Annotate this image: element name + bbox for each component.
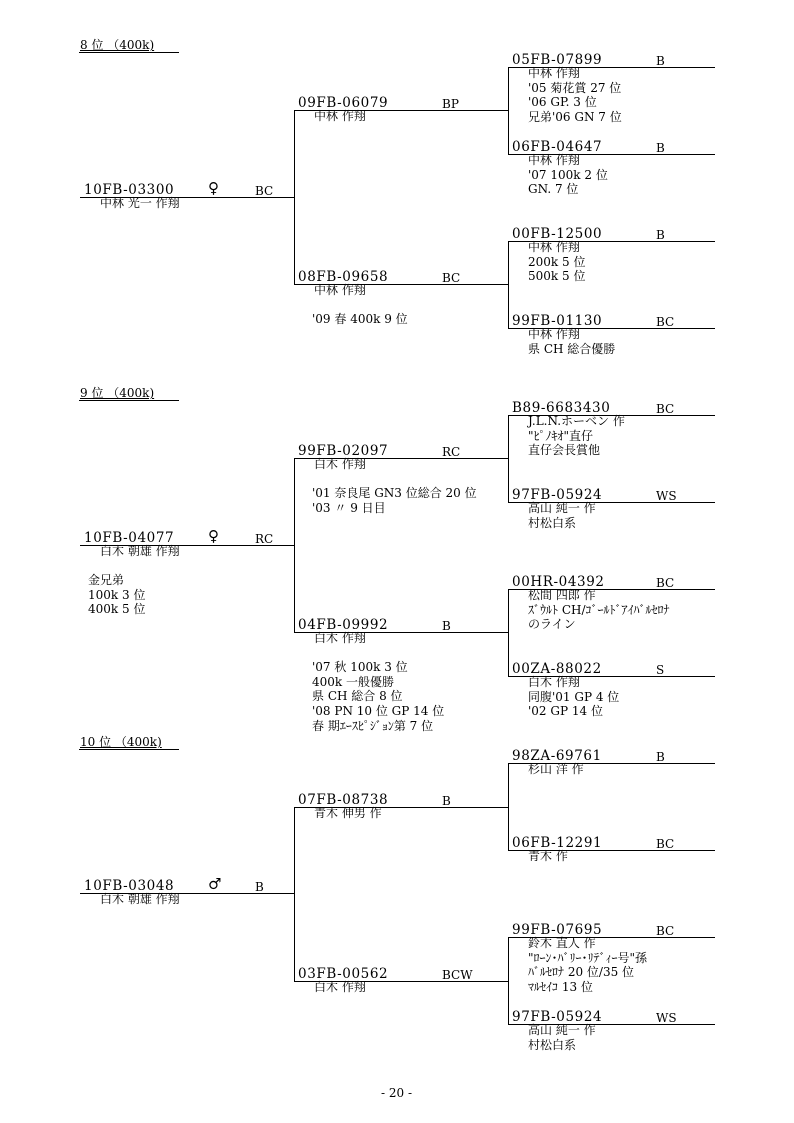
grandparent-bird-color-code: B (656, 54, 665, 68)
grandparent-bird-note-line: 中林 作翔 (528, 327, 580, 341)
grandparent-bird-color-code: BC (656, 402, 675, 416)
parent-bird-id: 09FB-06079 (298, 95, 389, 111)
section-rank-header: 9 位 （400k) (80, 386, 155, 400)
root-bird-note-line: 白木 朝雄 作翔 (100, 544, 180, 558)
section-rank-header: 8 位 （400k) (80, 38, 155, 52)
grandparent-bird-note-line: GN. 7 位 (528, 182, 579, 197)
parent-bird-note-line: 白木 作翔 (314, 457, 366, 471)
grandparent-bird-note-line: "ﾋﾟﾉｷｵ"直仔 (528, 428, 594, 443)
parent-bird-note-line: '07 秋 100k 3 位 (312, 660, 408, 675)
grandparent-bird-color-code: BC (656, 315, 675, 329)
parent-bird-note-line: 中林 作翔 (314, 109, 366, 123)
grandparent-bird-note-line: ﾊﾞﾙｾﾛﾅ 20 位/35 位 (528, 965, 635, 980)
root-bird-sex-symbol: ♀ (208, 179, 219, 197)
grandparent-bird-note-line: J.L.N.ホーベン 作 (528, 414, 625, 428)
grandparent-bird-note-line: 杉山 洋 作 (528, 762, 584, 776)
grandparent-bird-color-code: WS (656, 489, 677, 503)
root-branch-vertical (294, 807, 295, 982)
parent-bird-note-line: '03 〃 9 日目 (312, 500, 386, 515)
grandparent-bird-note-line: 200k 5 位 (528, 254, 586, 269)
grandparent-bird-id: B89-6683430 (512, 400, 611, 416)
grandparent-bird-id: 99FB-07695 (512, 922, 603, 938)
parent-bird-color-code: BC (442, 271, 461, 285)
root-bird-note-line: 中林 光一 作翔 (100, 196, 180, 210)
parent-bird-color-code: BCW (442, 968, 473, 982)
parent-bird-note-line: 400k 一般優勝 (312, 674, 394, 689)
root-bird-sex-symbol: ♂ (208, 875, 222, 893)
section-header-underline (79, 400, 179, 401)
parent-bird-note-line: 春 期ｴｰｽﾋﾟｼﾞｮﾝ第 7 位 (312, 718, 434, 733)
section-header-underline (79, 52, 179, 53)
parent-bird-note-line: 青木 伸男 作 (314, 806, 382, 820)
parent-branch-vertical (508, 937, 509, 1025)
grandparent-bird-id: 97FB-05924 (512, 487, 603, 503)
grandparent-bird-color-code: B (656, 141, 665, 155)
root-bird-id: 10FB-04077 (84, 530, 175, 546)
grandparent-bird-id: 98ZA-69761 (512, 748, 602, 764)
grandparent-bird-note-line: '06 GP. 3 位 (528, 95, 597, 110)
parent-bird-id: 08FB-09658 (298, 269, 389, 285)
root-branch-vertical (294, 458, 295, 633)
parent-bird-note-line: '08 PN 10 位 GP 14 位 (312, 704, 445, 718)
root-bird-color-code: BC (255, 184, 274, 198)
parent-bird-id: 07FB-08738 (298, 792, 389, 808)
root-bird-color-code: RC (255, 532, 274, 546)
grandparent-bird-note-line: 松間 四郎 作 (528, 588, 596, 602)
grandparent-bird-note-line: 県 CH 総合優勝 (528, 341, 616, 356)
parent-bird-id: 99FB-02097 (298, 443, 389, 459)
root-bird-color-code: B (255, 880, 264, 894)
grandparent-bird-color-code: B (656, 750, 665, 764)
grandparent-bird-note-line: ﾏﾙｾｲｺ 13 位 (528, 979, 593, 994)
parent-bird-note-line: 白木 作翔 (314, 980, 366, 994)
grandparent-bird-note-line: 兄弟'06 GN 7 位 (528, 109, 622, 124)
grandparent-bird-note-line: 直仔会長賞他 (528, 443, 601, 458)
grandparent-bird-id: 99FB-01130 (512, 313, 603, 329)
root-branch-vertical (294, 110, 295, 285)
section-rank-header: 10 位 （400k) (80, 735, 162, 749)
grandparent-bird-id: 06FB-04647 (512, 139, 603, 155)
grandparent-bird-id: 97FB-05924 (512, 1009, 603, 1025)
grandparent-bird-note-line: 村松白系 (528, 1037, 577, 1052)
grandparent-bird-note-line: 同腹'01 GP 4 位 (528, 689, 620, 704)
grandparent-bird-note-line: 中林 作翔 (528, 66, 580, 80)
root-bird-note-line: 白木 朝雄 作翔 (100, 892, 180, 906)
grandparent-bird-color-code: WS (656, 1011, 677, 1025)
grandparent-bird-id: 00FB-12500 (512, 226, 603, 242)
page-number: - 20 - (381, 1086, 413, 1100)
grandparent-bird-note-line: '07 100k 2 位 (528, 167, 608, 182)
parent-bird-id: 03FB-00562 (298, 966, 389, 982)
grandparent-bird-note-line: ｽﾞｳﾙﾄ CH/ｺﾞｰﾙﾄﾞｱｲﾊﾞﾙｾﾛﾅ (528, 602, 670, 617)
grandparent-bird-color-code: BC (656, 576, 675, 590)
parent-branch-vertical (508, 589, 509, 677)
grandparent-bird-note-line: 高山 純一 作 (528, 501, 596, 515)
grandparent-bird-id: 00ZA-88022 (512, 661, 602, 677)
parent-bird-color-code: RC (442, 445, 461, 459)
grandparent-bird-note-line: 中林 作翔 (528, 153, 580, 167)
grandparent-bird-note-line: 中林 作翔 (528, 240, 580, 254)
parent-bird-note-line: '01 奈良尾 GN3 位総合 20 位 (312, 486, 477, 501)
root-bird-note-line: 400k 5 位 (88, 602, 146, 617)
grandparent-bird-id: 00HR-04392 (512, 574, 605, 590)
grandparent-bird-note-line: '02 GP 14 位 (528, 704, 603, 719)
parent-branch-vertical (508, 415, 509, 503)
parent-branch-vertical (508, 763, 509, 851)
grandparent-bird-note-line: 村松白系 (528, 515, 577, 530)
parent-bird-note-line: 県 CH 総合 8 位 (312, 689, 403, 704)
parent-bird-color-code: B (442, 794, 451, 808)
parent-bird-note-line: 白木 作翔 (314, 631, 366, 645)
parent-branch-vertical (508, 241, 509, 329)
grandparent-bird-id: 05FB-07899 (512, 52, 603, 68)
grandparent-bird-note-line: '05 菊花賞 27 位 (528, 80, 622, 95)
grandparent-bird-color-code: BC (656, 837, 675, 851)
root-bird-note-line: 金兄弟 (88, 573, 125, 588)
parent-bird-note-line: '09 春 400k 9 位 (312, 312, 408, 327)
root-bird-id: 10FB-03048 (84, 878, 175, 894)
grandparent-bird-note-line: 鈴木 直人 作 (528, 936, 596, 950)
parent-bird-color-code: B (442, 619, 451, 633)
grandparent-bird-color-code: BC (656, 924, 675, 938)
root-bird-id: 10FB-03300 (84, 182, 175, 198)
grandparent-bird-note-line: のライン (528, 617, 576, 632)
section-header-underline (79, 749, 179, 750)
grandparent-bird-note-line: "ﾛｰﾝ･ﾊﾞﾘｰ･ﾘﾃﾞｨｰ号"孫 (528, 950, 648, 965)
grandparent-bird-note-line: 高山 純一 作 (528, 1023, 596, 1037)
grandparent-bird-id: 06FB-12291 (512, 835, 603, 851)
parent-bird-id: 04FB-09992 (298, 617, 389, 633)
parent-bird-note-line: 中林 作翔 (314, 283, 366, 297)
grandparent-bird-color-code: S (656, 663, 665, 677)
root-bird-sex-symbol: ♀ (208, 527, 219, 545)
parent-branch-vertical (508, 67, 509, 155)
parent-bird-color-code: BP (442, 97, 459, 111)
grandparent-bird-note-line: 500k 5 位 (528, 269, 586, 284)
root-bird-note-line: 100k 3 位 (88, 587, 146, 602)
grandparent-bird-note-line: 青木 作 (528, 849, 568, 863)
grandparent-bird-color-code: B (656, 228, 665, 242)
grandparent-bird-note-line: 白木 作翔 (528, 675, 580, 689)
